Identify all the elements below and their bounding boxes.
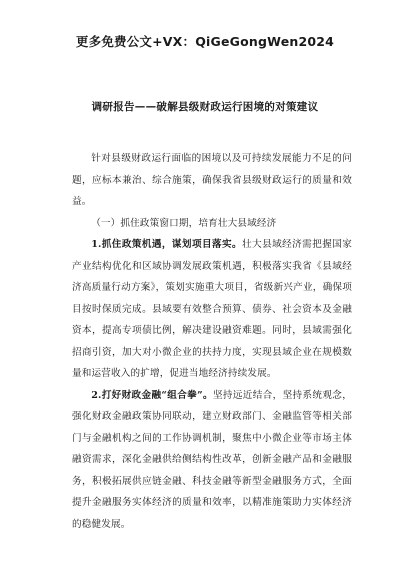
document-title: 调研报告——破解县级财政运行困境的对策建议 <box>91 101 319 113</box>
item-2-paragraph <box>72 385 352 536</box>
item-1-body: 壮大县域经济需把握国家产业结构优化和区域协调发展政策机遇，积极落实我省《县域经济高质量行动方案》，策划实施重大项目，省级新兴产业，确保项目按时保质完成。县域要有效整合预算、债券、社会资本及金融资本，提高专项债比例，解决建设融资难题。同时，县域需强化招商引资，加大对小微企业的扶持力度，实现县域企业在规模数量和运营收入的扩增，促进当地经济持续发展。 <box>72 239 352 379</box>
item-1-title: 1.抓住政策机遇，谋划项目落实。 <box>91 239 243 250</box>
section-heading: （一）抓住政策窗口期，培育壮大县域经济 <box>91 217 277 229</box>
item-2-title: 2.打好财政金融“组合拳”。 <box>91 389 213 401</box>
intro-paragraph: 针对县级财政运行面临的困境以及可持续发展能力不足的问题，应标本兼治、综合施策，确保我省县级财政运行的质量和效益。 <box>72 153 352 207</box>
header-notice: 更多免费公文+VX：QiGeGongWen2024 <box>75 34 335 49</box>
document-body <box>72 148 352 535</box>
item-2-body: 坚持远近结合，坚持系统观念，强化财政金融政策协同联动，建立财政部门、金融监管等相关部门与金融机构之间的工作协调机制，聚焦中小微企业等市场主体融资需求，深化金融供给侧结构性改革，创新金融产品和金融服务，积极拓展供应链金融、科技金融等新型金融服务方式，全面提升金融服务实体经济的质量和效率，以精准施策助力实体经济的稳健发展。 <box>72 389 352 530</box>
item-1-paragraph <box>72 234 352 385</box>
